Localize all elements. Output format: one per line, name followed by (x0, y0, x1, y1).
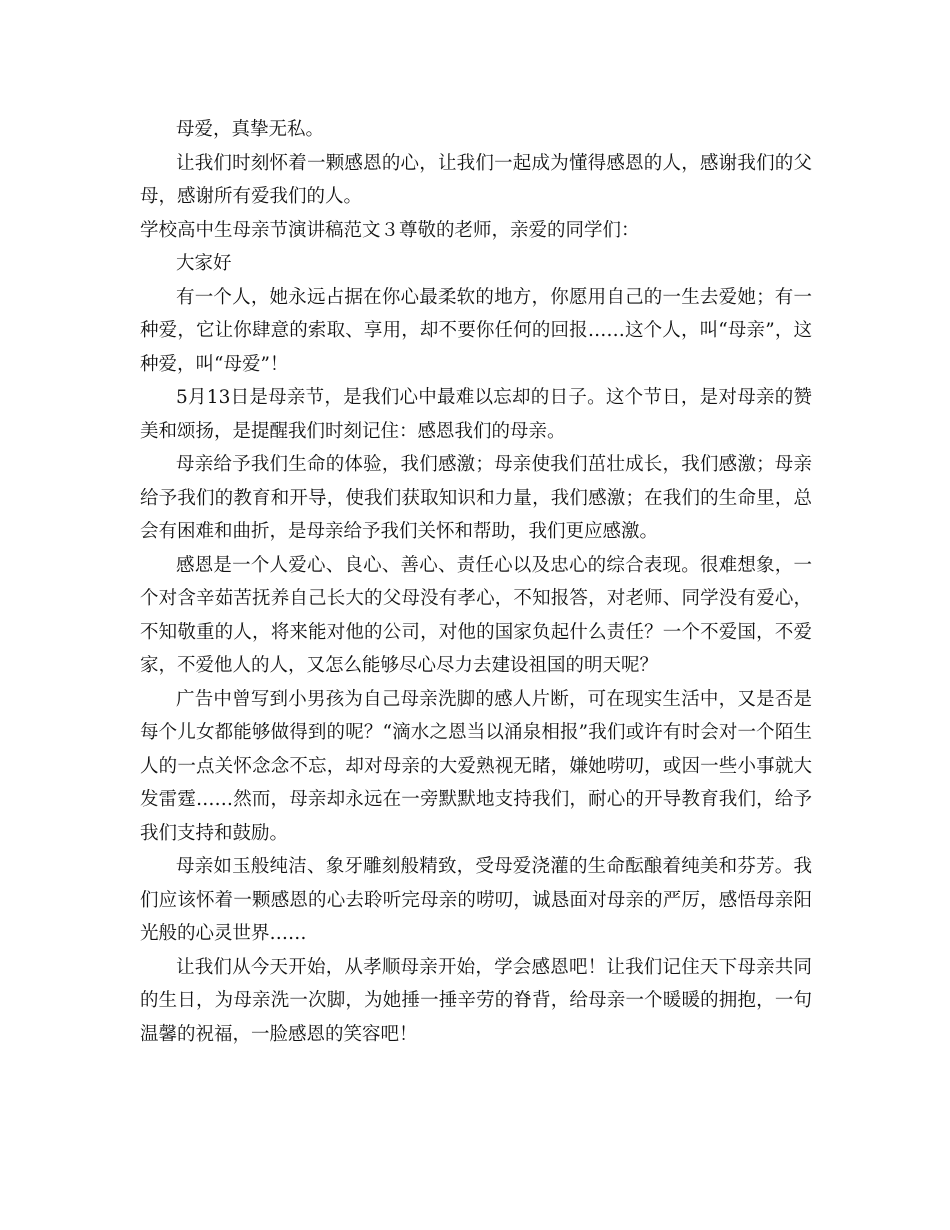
paragraph-6: 5月13日是母亲节，是我们心中最难以忘却的日子。这个节日，是对母亲的赞美和颂扬，是提醒我们时刻记住：感恩我们的母亲。 (140, 387, 812, 442)
section-heading: 学校高中生母亲节演讲稿范文３尊敬的老师，亲爱的同学们： (140, 219, 640, 241)
document-body (140, 113, 812, 1051)
paragraph-1: 母爱，真挚无私。 (176, 119, 325, 140)
paragraph-2: 让我们时刻怀着一颗感恩的心，让我们一起成为懂得感恩的人，感谢我们的父母，感谢所有爱我们的人。 (140, 152, 812, 207)
paragraph-10: 母亲如玉般纯洁、象牙雕刻般精致，受母爱浇灌的生命酝酿着纯美和芬芳。我们应该怀着一颗感恩的心去聆听完母亲的唠叨，诚恳面对母亲的严厉，感悟母亲阳光般的心灵世界…… (140, 856, 812, 944)
paragraph-11: 让我们从今天开始，从孝顺母亲开始，学会感恩吧！让我们记住天下母亲共同的生日，为母亲洗一次脚，为她捶一捶辛劳的脊背，给母亲一个暖暖的拥抱，一句温馨的祝福，一脸感恩的笑容吧！ (140, 956, 812, 1045)
paragraph-8: 感恩是一个人爱心、良心、善心、责任心以及忠心的综合表现。很难想象，一个对含辛茹苦抚养自己长大的父母没有孝心，不知报答，对老师、同学没有爱心，不知敬重的人，将来能对他的公司，对他的国家负起什么责任？一个不爱国，不爱家，不爱他人的人，又怎么能够尽心尽力去建设祖国的明天呢？ (140, 554, 812, 676)
paragraph-5: 有一个人，她永远占据在你心最柔软的地方，你愿用自己的一生去爱她；有一种爱，它让你肆意的索取、享用，却不要你任何的回报……这个人，叫“母亲”，这种爱，叫“母爱”！ (140, 286, 812, 375)
paragraph-9: 广告中曾写到小男孩为自己母亲洗脚的感人片断，可在现实生活中，又是否是每个儿女都能够做得到的呢？“滴水之恩当以涌泉相报”我们或许有时会对一个陌生人的一点关怀念念不忘，却对母亲的大爱熟视无睹，嫌她唠叨，或因一些小事就大发雷霆……然而，母亲却永远在一旁默默地支持我们，耐心的开导教育我们，给予我们支持和鼓励。 (140, 688, 812, 844)
greeting: 大家好 (176, 253, 232, 274)
paragraph-7: 母亲给予我们生命的体验，我们感激；母亲使我们茁壮成长，我们感激；母亲给予我们的教育和开导，使我们获取知识和力量，我们感激；在我们的生命里，总会有困难和曲折，是母亲给予我们关怀和帮助，我们更应感激。 (140, 454, 812, 542)
